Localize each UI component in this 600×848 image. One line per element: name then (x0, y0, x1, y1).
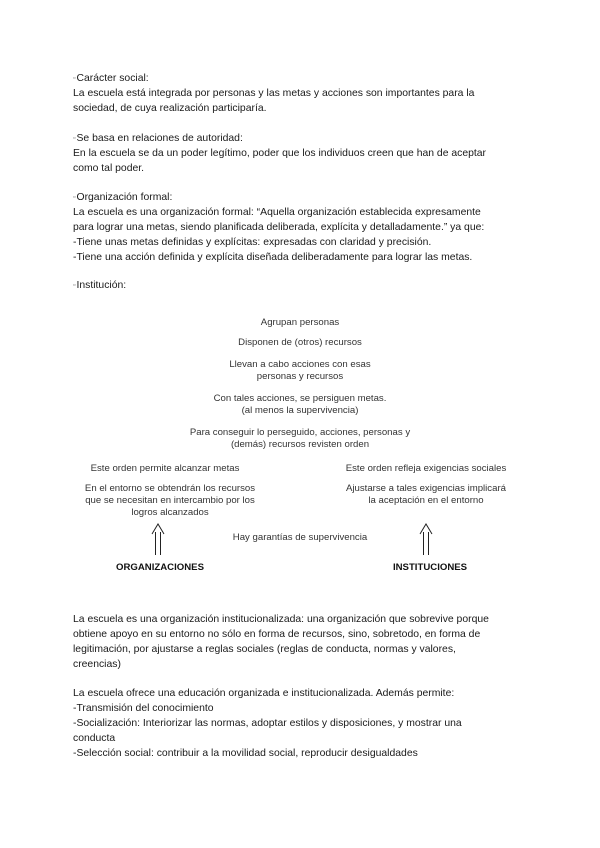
bullet-icon: ▫ (73, 135, 76, 142)
paragraph-line: La escuela ofrece una educación organizada e institucionalizada. Además permite: (73, 688, 455, 699)
section-heading: Institución: (76, 280, 127, 291)
paragraph-institucionalizada (73, 612, 543, 672)
diagram-line: Para conseguir lo perseguido, acciones, personas y (189, 427, 411, 438)
section-institucion (73, 278, 543, 293)
section-caracter-social (73, 71, 543, 116)
paragraph-line: -Socialización: Interiorizar las normas, adoptar estilos y disposiciones, y mostrar una (73, 718, 462, 729)
paragraph-line: creencias) (73, 659, 121, 670)
diagram-line: Con tales acciones, se persiguen metas. (213, 393, 387, 404)
diagram-left-text: En el entorno se obtendrán los recursos (84, 483, 256, 494)
section-line: -Tiene una acción definida y explícita diseñada deliberadamente para lograr las metas. (73, 252, 473, 263)
diagram-line: (al menos la supervivencia) (241, 405, 359, 416)
section-heading: Carácter social: (76, 73, 149, 84)
double-up-arrow-icon (151, 522, 165, 556)
section-heading: Se basa en relaciones de autoridad: (76, 133, 243, 144)
label-instituciones: INSTITUCIONES (392, 562, 468, 573)
diagram-left-title: Este orden permite alcanzar metas (90, 463, 240, 474)
section-line: como tal poder. (73, 163, 145, 174)
double-up-arrow-icon (419, 522, 433, 556)
diagram-left-text: que se necesitan en intercambio por los (85, 495, 255, 506)
diagram-line: personas y recursos (256, 371, 344, 382)
section-line: La escuela es una organización formal: “Aquella organización establecida expresamente (73, 207, 481, 218)
bullet-icon: ▫ (73, 75, 76, 82)
section-line: La escuela está integrada por personas y las metas y acciones son importantes para la (73, 88, 475, 99)
diagram-right-text: Ajustarse a tales exigencias implicará (346, 483, 506, 494)
diagram-center-text: Hay garantías de supervivencia (232, 532, 368, 543)
diagram-line: Llevan a cabo acciones con esas (229, 359, 371, 370)
paragraph-line: -Selección social: contribuir a la movilidad social, reproducir desigualdades (73, 748, 418, 759)
diagram-line: Disponen de (otros) recursos (238, 337, 362, 348)
diagram-left-text: logros alcanzados (131, 507, 209, 518)
paragraph-line: -Transmisión del conocimiento (73, 703, 214, 714)
diagram-right-text: la aceptación en el entorno (368, 495, 484, 506)
section-line: -Tiene unas metas definidas y explícitas: expresadas con claridad y precisión. (73, 237, 432, 248)
section-autoridad (73, 131, 543, 176)
section-line: para lograr una metas, siendo planificada deliberada, explícita y detalladamente.” ya que: (73, 222, 485, 233)
bullet-icon: ▫ (73, 282, 76, 289)
section-line: En la escuela se da un poder legítimo, poder que los individuos creen que han de aceptar (73, 148, 487, 159)
diagram-right-title: Este orden refleja exigencias sociales (345, 463, 507, 474)
paragraph-line: legitimación, por ajustarse a reglas sociales (reglas de conducta, normas y valores, (73, 644, 456, 655)
paragraph-line: La escuela es una organización institucionalizada: una organización que sobrevive porque (73, 614, 489, 625)
paragraph-educacion (73, 686, 543, 761)
section-line: sociedad, de cuya realización participaría. (73, 103, 267, 114)
section-organizacion-formal (73, 190, 543, 265)
paragraph-line: conducta (73, 733, 116, 744)
section-heading: Organización formal: (76, 192, 173, 203)
bullet-icon: ▫ (73, 194, 76, 201)
diagram-line: Agrupan personas (260, 317, 340, 328)
label-organizaciones: ORGANIZACIONES (116, 562, 204, 573)
diagram-line: (demás) recursos revisten orden (230, 439, 370, 450)
paragraph-line: obtiene apoyo en su entorno no sólo en forma de recursos, sino, sobretodo, en forma de (73, 629, 481, 640)
